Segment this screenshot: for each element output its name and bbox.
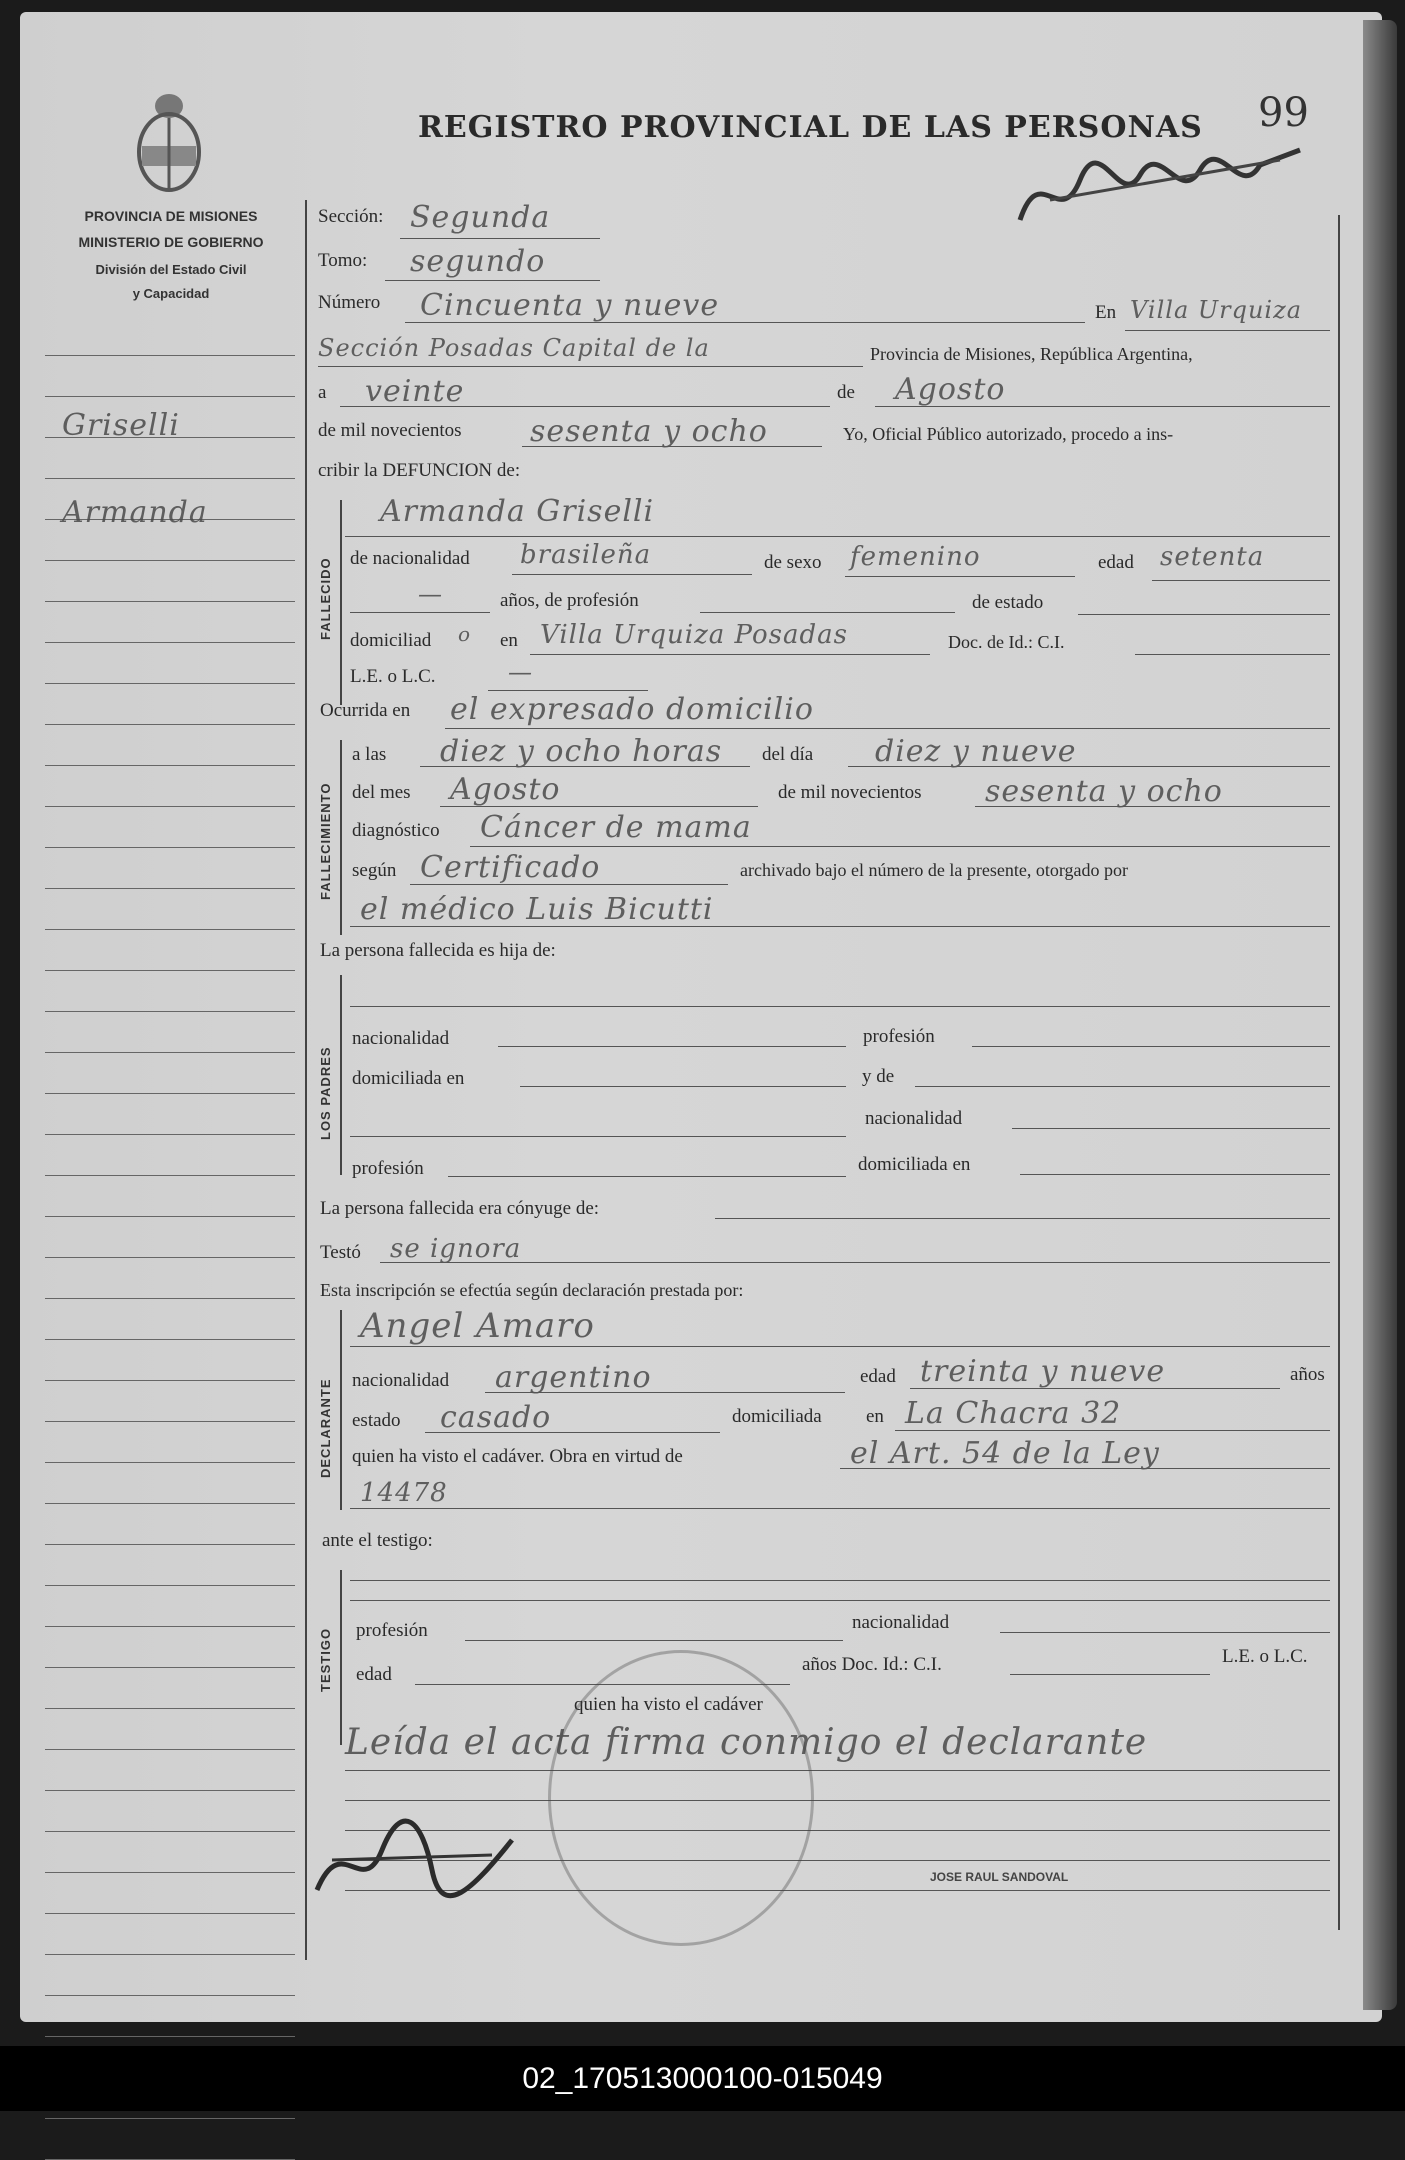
margin-rule xyxy=(45,929,295,930)
segun-value: Certificado xyxy=(420,850,601,885)
fallecido-nacionalidad-value: brasileña xyxy=(520,540,652,570)
mil-label: de mil novecientos xyxy=(318,420,462,441)
margin-rule xyxy=(45,2036,295,2037)
testigo-profesion-label: profesión xyxy=(356,1620,428,1641)
declarante-en-label: en xyxy=(866,1406,884,1427)
fallecido-estado-label: de estado xyxy=(972,592,1044,613)
inscripcion-text: Esta inscripción se efectúa según declaración prestada por: xyxy=(320,1280,744,1300)
a-las-line xyxy=(420,766,750,767)
tomo-label: Tomo: xyxy=(318,250,368,271)
inscribir-text: cribir la DEFUNCION de: xyxy=(318,460,521,481)
medico-value: el médico Luis Bicutti xyxy=(360,892,714,927)
testo-value: se ignora xyxy=(390,1234,522,1264)
declarant-signature xyxy=(312,1800,522,1910)
fallecido-sexo-line xyxy=(845,576,1075,577)
de-line xyxy=(875,406,1330,407)
folio-number: 99 xyxy=(1258,90,1309,136)
testigo-name-line xyxy=(350,1580,1330,1581)
fallecimiento-mil-label: de mil novecientos xyxy=(778,782,922,803)
provincia-text: Provincia de Misiones, República Argentina, xyxy=(870,344,1193,364)
segun-line xyxy=(410,884,728,885)
province-label: PROVINCIA DE MISIONES xyxy=(84,208,258,224)
declarante-nacionalidad-line xyxy=(485,1392,845,1393)
fallecido-doc-line xyxy=(1135,654,1330,655)
padres-bracket xyxy=(340,975,342,1175)
declarante-anos-label: años xyxy=(1290,1364,1325,1385)
numero-line xyxy=(405,322,1085,323)
mil-line xyxy=(522,446,822,447)
margin-rule xyxy=(45,1257,295,1258)
diagnostico-label: diagnóstico xyxy=(352,820,440,841)
mil-value: sesenta y ocho xyxy=(530,414,768,449)
margin-rule xyxy=(45,1380,295,1381)
margin-rule xyxy=(45,1790,295,1791)
margin-rule xyxy=(45,1544,295,1545)
fallecido-bracket xyxy=(340,500,342,705)
a-las-label: a las xyxy=(352,744,387,765)
book-spine xyxy=(1363,20,1397,2010)
padre-profesion-line xyxy=(972,1046,1330,1047)
fallecido-edad-value: setenta xyxy=(1160,542,1265,572)
declarante-estado-line xyxy=(425,1432,720,1433)
fallecido-side-title: FALLECIDO xyxy=(318,557,333,640)
margin-rule xyxy=(45,806,295,807)
declarante-domiciliada-label: domiciliada xyxy=(732,1406,822,1427)
image-caption: 02_170513000100-015049 xyxy=(0,2046,1405,2111)
declarante-ley-value: 14478 xyxy=(360,1478,448,1508)
margin-rule xyxy=(45,478,295,479)
seccion-value: Segunda xyxy=(410,200,551,235)
declarante-quien-text: quien ha visto el cadáver. Obra en virtud de xyxy=(352,1446,683,1467)
padre-profesion-label: profesión xyxy=(863,1026,935,1047)
numero-label: Número xyxy=(318,292,381,313)
margin-rule xyxy=(45,1462,295,1463)
fallecido-le-value: — xyxy=(508,658,533,686)
place-value: Sección Posadas Capital de la xyxy=(318,334,710,362)
margin-rule xyxy=(45,888,295,889)
fallecido-sexo-value: femenino xyxy=(850,542,981,572)
del-mes-value: Agosto xyxy=(450,772,561,807)
declarante-estado-label: estado xyxy=(352,1410,401,1431)
en-line xyxy=(1125,330,1330,331)
fallecido-le-line xyxy=(488,690,648,691)
fallecido-edad-line xyxy=(1152,580,1330,581)
margin-given-name: Armanda xyxy=(62,495,208,530)
yo-text: Yo, Oficial Público autorizado, procedo a ins- xyxy=(843,424,1174,444)
hija-text: La persona fallecida es hija de: xyxy=(320,940,556,961)
madre-profesion-label: profesión xyxy=(352,1158,424,1179)
testigo-bracket xyxy=(340,1570,342,1745)
margin-rule xyxy=(45,1667,295,1668)
testigo-nacionalidad-line xyxy=(1000,1632,1330,1633)
margin-rule xyxy=(45,2118,295,2119)
rectification-signature xyxy=(1010,140,1310,240)
declarante-side-title: DECLARANTE xyxy=(318,1378,333,1478)
a-label: a xyxy=(318,382,327,403)
declarante-nacionalidad-label: nacionalidad xyxy=(352,1370,450,1391)
declarante-estado-value: casado xyxy=(440,1400,552,1435)
margin-rule xyxy=(45,1339,295,1340)
declarante-edad-line xyxy=(910,1388,1280,1389)
fallecido-name-line xyxy=(345,536,1330,537)
margin-surname: Griselli xyxy=(62,408,180,443)
testigo-side-title: TESTIGO xyxy=(318,1627,333,1692)
testigo-quien-text: quien ha visto el cadáver xyxy=(574,1694,763,1715)
padre-domiciliada-label: domiciliada en xyxy=(352,1068,465,1089)
margin-rule xyxy=(45,1298,295,1299)
del-dia-line xyxy=(848,766,1330,767)
margin-rule xyxy=(45,1708,295,1709)
declarante-domicilio-line xyxy=(895,1430,1330,1431)
a-value: veinte xyxy=(365,374,465,409)
margin-rule xyxy=(45,396,295,397)
ante-text: ante el testigo: xyxy=(322,1530,433,1551)
fallecido-nacionalidad-line xyxy=(512,574,752,575)
margin-rule xyxy=(45,1052,295,1053)
declarante-domicilio-value: La Chacra 32 xyxy=(905,1396,1122,1431)
fallecido-estado-line xyxy=(1078,614,1330,615)
margin-rule xyxy=(45,724,295,725)
fallecimiento-mil-line xyxy=(975,806,1330,807)
page-title: REGISTRO PROVINCIAL DE LAS PERSONAS xyxy=(418,110,1203,145)
fallecido-domicilio-value: Villa Urquiza Posadas xyxy=(540,620,848,650)
en-value: Villa Urquiza xyxy=(1130,296,1303,324)
margin-rule xyxy=(45,355,295,356)
fallecido-domiciliad-label: domiciliad xyxy=(350,630,432,651)
seccion-label: Sección: xyxy=(318,206,384,227)
padre-nacionalidad-line xyxy=(498,1046,846,1047)
margin-rule xyxy=(45,1954,295,1955)
testigo-edad-label: edad xyxy=(356,1664,392,1685)
margin-rule xyxy=(45,1626,295,1627)
margin-rule xyxy=(45,1585,295,1586)
ocurrida-line xyxy=(445,728,1330,729)
medico-line xyxy=(350,926,1330,927)
fallecido-doc-label: Doc. de Id.: C.I. xyxy=(948,632,1065,652)
margin-rule xyxy=(45,1011,295,1012)
margin-rule xyxy=(45,1503,295,1504)
officer-stamp-text: JOSE RAUL SANDOVAL xyxy=(930,1870,1069,1884)
archivado-text: archivado bajo el número de la presente, otorgado por xyxy=(740,860,1129,880)
division-label-2: y Capacidad xyxy=(132,286,210,301)
declarante-edad-value: treinta y nueve xyxy=(920,1354,1166,1389)
numero-value: Cincuenta y nueve xyxy=(420,288,720,323)
fallecido-sexo-label: de sexo xyxy=(764,552,822,573)
a-line xyxy=(340,406,830,407)
conyuge-text: La persona fallecida era cónyuge de: xyxy=(320,1198,600,1219)
padre-name-line xyxy=(350,1006,1330,1007)
del-mes-line xyxy=(440,806,758,807)
madre-profesion-line xyxy=(448,1176,846,1177)
declarante-edad-label: edad xyxy=(860,1366,896,1387)
place-line xyxy=(318,366,863,367)
margin-rule xyxy=(45,1831,295,1832)
testigo-le-label: L.E. o L.C. xyxy=(1222,1646,1308,1667)
margin-rule xyxy=(45,601,295,602)
margin-rule xyxy=(45,1913,295,1914)
margin-rule xyxy=(45,1175,295,1176)
madre-domiciliada-label: domiciliada en xyxy=(858,1154,971,1175)
margin-rule xyxy=(45,560,295,561)
fallecido-en-label: en xyxy=(500,630,518,651)
de-value: Agosto xyxy=(895,372,1006,407)
madre-name-line xyxy=(915,1086,1330,1087)
margin-rule xyxy=(45,847,295,848)
margin-rule xyxy=(45,1749,295,1750)
a-las-value: diez y ocho horas xyxy=(440,734,723,769)
official-circular-stamp xyxy=(548,1650,814,1946)
fallecido-nacionalidad-label: de nacionalidad xyxy=(350,548,470,569)
margin-rule xyxy=(45,970,295,971)
form-right-border xyxy=(1338,215,1340,1930)
ocurrida-label: Ocurrida en xyxy=(320,700,411,721)
tomo-value: segundo xyxy=(410,244,546,279)
de-label: de xyxy=(837,382,855,403)
padres-side-title: LOS PADRES xyxy=(318,1046,333,1140)
del-dia-value: diez y nueve xyxy=(875,734,1077,769)
fallecido-name: Armanda Griselli xyxy=(380,494,655,529)
fallecimiento-mil-value: sesenta y ocho xyxy=(985,774,1223,809)
padre-nacionalidad-label: nacionalidad xyxy=(352,1028,450,1049)
declarante-obra-line xyxy=(840,1468,1330,1469)
margin-rule xyxy=(45,1134,295,1135)
fallecimiento-side-title: FALLECIMIENTO xyxy=(318,782,333,900)
y-de-label: y de xyxy=(862,1066,895,1087)
en-label: En xyxy=(1095,302,1117,323)
testigo-profesion-line xyxy=(465,1640,843,1641)
margin-rule xyxy=(45,683,295,684)
margin-divider xyxy=(305,200,307,1960)
testigo-name-line-2 xyxy=(350,1600,1330,1601)
margin-rule xyxy=(45,1216,295,1217)
diagnostico-value: Cáncer de mama xyxy=(480,810,752,845)
closing-handwritten: Leída el acta firma conmigo el declarante xyxy=(345,1722,1148,1763)
declarante-ley-line xyxy=(350,1508,1330,1509)
margin-rule xyxy=(45,1093,295,1094)
margin-rule xyxy=(45,1872,295,1873)
division-label-1: División del Estado Civil xyxy=(95,262,247,277)
closing-line-1 xyxy=(345,1770,1330,1771)
declarante-nacionalidad-value: argentino xyxy=(495,1360,652,1395)
madre-extra-line xyxy=(350,1136,846,1137)
margin-rule xyxy=(45,1421,295,1422)
testigo-doc-line xyxy=(1010,1674,1210,1675)
margin-rule xyxy=(45,765,295,766)
del-dia-label: del día xyxy=(762,744,814,765)
fallecido-anos-line xyxy=(350,612,490,613)
madre-nacionalidad-label: nacionalidad xyxy=(865,1108,963,1129)
fallecido-anos-label: años, de profesión xyxy=(500,590,639,611)
seccion-line xyxy=(400,238,600,239)
tomo-line xyxy=(385,280,600,281)
fallecimiento-bracket xyxy=(340,740,342,935)
padre-domiciliada-line xyxy=(520,1086,846,1087)
declarante-obra-value: el Art. 54 de la Ley xyxy=(850,1436,1160,1471)
declarante-name-line xyxy=(350,1346,1330,1347)
fallecido-domiciliad-suffix: o xyxy=(458,622,472,646)
ministry-label: MINISTERIO DE GOBIERNO xyxy=(78,234,264,250)
del-mes-label: del mes xyxy=(352,782,411,803)
fallecido-dash: — xyxy=(418,580,443,608)
margin-rule xyxy=(45,1995,295,1996)
fallecido-le-label: L.E. o L.C. xyxy=(350,666,436,687)
segun-label: según xyxy=(352,860,397,881)
testo-label: Testó xyxy=(320,1242,361,1263)
declarante-bracket xyxy=(340,1310,342,1510)
coat-of-arms-icon xyxy=(130,88,208,200)
madre-domiciliada-line xyxy=(1020,1174,1330,1175)
conyuge-line xyxy=(715,1218,1330,1219)
diagnostico-line xyxy=(470,846,1330,847)
fallecido-profesion-line xyxy=(700,612,955,613)
fallecido-edad-label: edad xyxy=(1098,552,1134,573)
testigo-anos-doc-label: años Doc. Id.: C.I. xyxy=(802,1654,942,1675)
fallecido-domicilio-line xyxy=(530,654,930,655)
ocurrida-value: el expresado domicilio xyxy=(450,692,814,727)
declarante-name: Angel Amaro xyxy=(360,1306,595,1346)
testo-line xyxy=(380,1262,1330,1263)
margin-rule xyxy=(45,642,295,643)
madre-nacionalidad-line xyxy=(1012,1128,1330,1129)
testigo-nacionalidad-label: nacionalidad xyxy=(852,1612,950,1633)
